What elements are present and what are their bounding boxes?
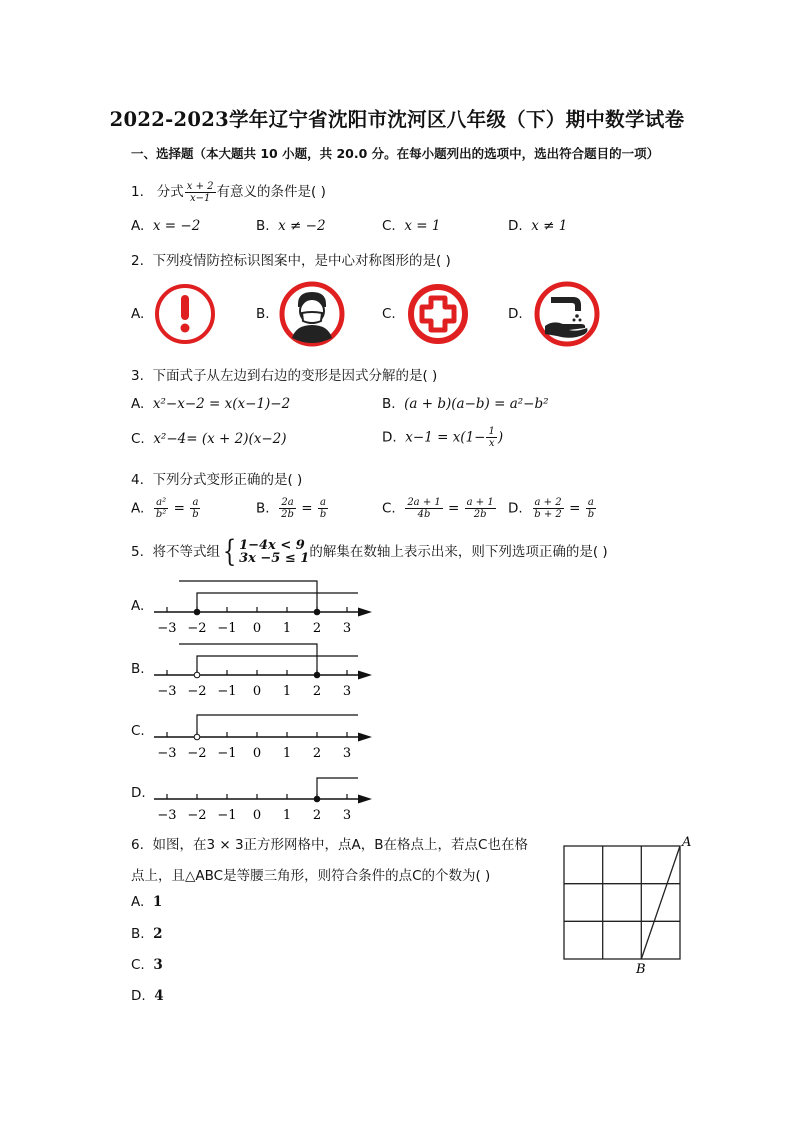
- question-2: [131, 249, 451, 269]
- masked-person-icon[interactable]: [278, 280, 346, 348]
- tick-label: −1: [217, 621, 237, 636]
- solution-ray: [179, 581, 317, 612]
- q2-option-d-label[interactable]: D.: [508, 306, 523, 322]
- number-line-d[interactable]: [150, 762, 380, 832]
- question-text: 下列疫情防控标识图案中，是中心对称图形的是( ): [152, 253, 451, 269]
- tick-label: −2: [187, 808, 207, 823]
- brace: {: [222, 534, 237, 569]
- q5-option-d-label[interactable]: D.: [131, 785, 146, 801]
- fraction: $\frac{x + 2}{x-1}$: [186, 180, 214, 204]
- q4-option-d[interactable]: D. $\frac{a + 2}{b + 2}$ = $\frac{a}{b}$: [508, 497, 595, 520]
- number-line-a[interactable]: [150, 575, 380, 645]
- q2-option-a-label[interactable]: A.: [131, 306, 145, 322]
- question-4: [131, 468, 302, 488]
- tick-label: 0: [252, 621, 262, 636]
- endpoint-dot: [194, 609, 200, 615]
- question-number: 5.: [131, 544, 144, 560]
- section-heading: 一、选择题（本大题共 10 小题，共 20.0 分。在每小题列出的选项中，选出符合题目的一项）: [131, 146, 660, 161]
- axis-arrow: [358, 671, 372, 680]
- tick-label: 0: [252, 808, 262, 823]
- q2-option-c-label[interactable]: C.: [382, 306, 396, 322]
- q1-option-c[interactable]: C. x = 1: [382, 218, 441, 234]
- question-1: [131, 180, 326, 204]
- q4-option-b[interactable]: B. $\frac{2a}{2b}$ = $\frac{a}{b}$: [256, 497, 327, 520]
- q1-option-d[interactable]: D. x ≠ 1: [508, 218, 568, 234]
- solution-ray: [197, 715, 358, 737]
- question-text: 将不等式组: [152, 544, 220, 560]
- tick-label: −2: [187, 746, 207, 761]
- tick-label: −1: [217, 684, 237, 699]
- tick-label: −3: [157, 746, 177, 761]
- page-title: 2022-2023学年辽宁省沈阳市沈河区八年级（下）期中数学试卷: [109, 108, 685, 131]
- tick-label: −2: [187, 684, 207, 699]
- q5-option-b-label[interactable]: B.: [131, 661, 145, 677]
- tick-label: 2: [312, 621, 322, 636]
- q6-option-c[interactable]: C. 3: [131, 957, 163, 973]
- axis-arrow: [358, 795, 372, 804]
- question-text: 的解集在数轴上表示出来，则下列选项正确的是( ): [309, 544, 608, 560]
- endpoint-dot: [314, 609, 320, 615]
- q3-option-c[interactable]: C. x²−4= (x + 2)(x−2): [131, 431, 287, 447]
- axis-arrow: [358, 733, 372, 742]
- point-b-label: B: [636, 962, 646, 977]
- tick-label: 2: [312, 746, 322, 761]
- question-number: 2.: [131, 253, 144, 269]
- q4-option-c[interactable]: C. $\frac{2a + 1}{4b}$ = $\frac{a + 1}{2b}$: [382, 497, 494, 520]
- solution-ray: [179, 644, 317, 675]
- solution-ray: [197, 593, 358, 612]
- tick-label: −3: [157, 621, 177, 636]
- tick-label: −3: [157, 684, 177, 699]
- endpoint-dot: [194, 734, 200, 740]
- tick-label: 0: [252, 684, 262, 699]
- q5-option-c-label[interactable]: C.: [131, 723, 145, 739]
- tick-label: 3: [342, 621, 352, 636]
- number-line-c[interactable]: [150, 700, 380, 770]
- point-a-label: A: [682, 835, 692, 850]
- solution-ray: [317, 778, 358, 799]
- tick-label: 3: [342, 684, 352, 699]
- grid-figure: [556, 830, 706, 980]
- question-text: 下列分式变形正确的是( ): [152, 472, 303, 488]
- q3-option-d[interactable]: D. x−1 = x(1− $\frac{1}{x}$ ): [382, 426, 504, 449]
- q1-option-b[interactable]: B. x ≠ −2: [256, 218, 326, 234]
- axis-arrow: [358, 608, 372, 617]
- tick-label: 2: [312, 684, 322, 699]
- tick-label: 1: [282, 684, 292, 699]
- exclamation-icon[interactable]: [153, 282, 217, 346]
- q3-option-b[interactable]: B. (a + b)(a−b) = a²−b²: [382, 396, 549, 412]
- q3-option-a[interactable]: A. x²−x−2 = x(x−1)−2: [131, 396, 291, 412]
- tick-label: 3: [342, 808, 352, 823]
- tick-label: 0: [252, 746, 262, 761]
- q5-option-a-label[interactable]: A.: [131, 598, 145, 614]
- question-6-line-2: 点上，且△ABC是等腰三角形，则符合条件的点C的个数为( ): [131, 868, 491, 884]
- inequality-system: 1−4x < 9 3x −5 ≤ 1: [239, 538, 310, 566]
- tick-label: −3: [157, 808, 177, 823]
- question-text: 下面式子从左边到右边的变形是因式分解的是( ): [152, 368, 438, 384]
- question-text: 有意义的条件是( ): [216, 184, 326, 200]
- q4-option-a[interactable]: A. $\frac{\text{a²}}{\text{b²}}$ = $\frac{a}{b}$: [131, 497, 199, 520]
- tick-label: −1: [217, 808, 237, 823]
- medical-cross-icon[interactable]: [406, 282, 470, 346]
- tick-label: 1: [282, 746, 292, 761]
- tick-label: 1: [282, 621, 292, 636]
- question-5: [131, 534, 608, 569]
- question-3: [131, 364, 437, 384]
- solution-ray: [197, 656, 358, 675]
- q6-option-d[interactable]: D. 4: [131, 988, 164, 1004]
- question-number: 4.: [131, 472, 144, 488]
- question-text: 分式: [156, 184, 184, 200]
- question-6-line-1: 6. 如图，在3 × 3正方形网格中，点A，B在格点上，若点C也在格: [131, 837, 528, 853]
- q6-option-a[interactable]: A. 1: [131, 894, 163, 910]
- hand-washing-icon[interactable]: [533, 280, 601, 348]
- tick-label: −2: [187, 621, 207, 636]
- tick-label: 3: [342, 746, 352, 761]
- number-line-b[interactable]: [150, 638, 380, 708]
- q2-option-b-label[interactable]: B.: [256, 306, 270, 322]
- tick-label: 1: [282, 808, 292, 823]
- fraction: $\frac{1}{x}$: [488, 426, 495, 449]
- endpoint-dot: [194, 672, 200, 678]
- question-number: 1.: [131, 184, 144, 200]
- q1-option-a[interactable]: A. x = −2: [131, 218, 201, 234]
- q6-option-b[interactable]: B. 2: [131, 926, 163, 942]
- endpoint-dot: [314, 796, 320, 802]
- endpoint-dot: [314, 672, 320, 678]
- tick-label: 2: [312, 808, 322, 823]
- tick-label: −1: [217, 746, 237, 761]
- question-number: 3.: [131, 368, 144, 384]
